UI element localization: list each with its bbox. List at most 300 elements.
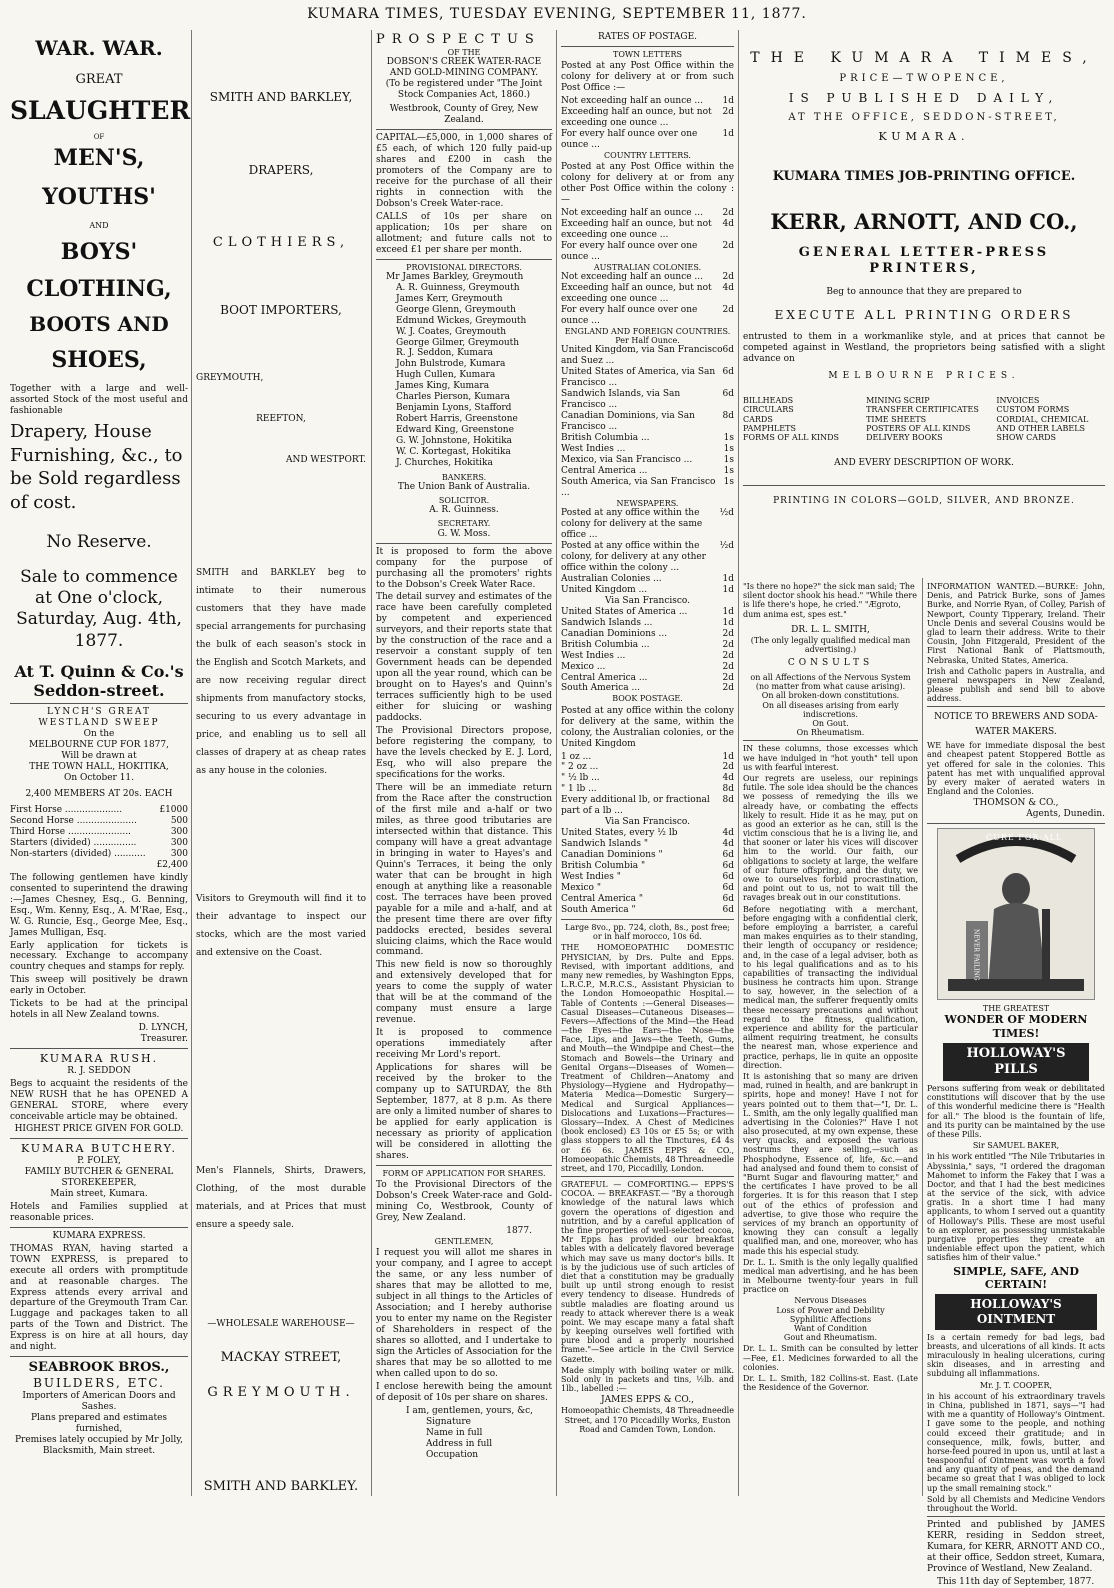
rate-row (561, 673, 734, 684)
rate-label: West Indies ... (561, 443, 626, 454)
rate-row (561, 466, 734, 477)
consults-nervous: on all Affections of the Nervous System (no matter from what cause arising). (750, 673, 911, 692)
rate-row (561, 850, 734, 861)
rate-value: 2d (722, 683, 734, 694)
rate-label: West Indies ... (561, 650, 626, 661)
epps-address: Homoeopathic Chemists, 48 Threadneedle Street, and 170 Piccadilly Works, Euston Road and Camden Town, London. (561, 1406, 734, 1434)
treasurer-label: Treasurer. (140, 1034, 188, 1045)
rate-value: 1s (723, 454, 734, 465)
office-line: AT THE OFFICE, SEDDON-STREET, (788, 111, 1060, 123)
rate-value: 1d (722, 584, 734, 595)
rate-value: 6d (722, 894, 734, 905)
cooper-text: in his account of his extraordinary travels in China, published in 1871, says—"I had with me a quantity of Holloway's Ointment. I gave some to the people, and nothing could exceed their gratitude; and in consequence, milk, fowls, butter, and horse-feed poured in upon us, until at last a teaspoonful of Ointment was worth a fowl and any quantity of peas, and the demand became so great that I was obliged to lock up the small remaining stock." (927, 1391, 1105, 1493)
rate-label: United Kingdom, via San Francisco and Suez ... (561, 345, 723, 367)
smith-paragraph: It is astonishing that so many are driven mad, ruined in health, and are bankrupt in spirits, hope and money! Have I not for years pointed out to them that—"I, Dr. L. L. Smith, am the only legally qualified man advertising in the Colonies?" Have I not also prosecuted, at my own expense, these very quacks, and exposed the various nostrums they are selling,—such as Phosphodyne, Essence of, life, &c.—and had analysed and found them to consist of "Burnt Sugar and flavouring matter," and the certificates I have proved to be all forgeries. It is for this reason that I step out of the ethics of profession and advertise, to give those who require the services of my branch an opportunity of knowing they can consult a legally qualified man, and one, moreover, who has made this his especial study. (743, 1071, 918, 1256)
rate-row (561, 208, 734, 219)
rate-label: South America, via San Francisco ... (561, 476, 716, 498)
rate-label: Not exceeding half an ounce ... (561, 96, 704, 107)
book-postage-heading: BOOK POSTAGE. (612, 694, 683, 704)
printing-item: INVOICES (996, 396, 1040, 406)
wonder-heading: WONDER OF MODERN TIMES! (944, 1013, 1088, 1040)
town-letters-heading: TOWN LETTERS (613, 49, 682, 59)
simple-safe-heading: SIMPLE, SAFE, AND CERTAIN! (953, 1264, 1079, 1291)
times-title: THE KUMARA TIMES, (750, 50, 1098, 66)
bank-name: The Union Bank of Australia. (397, 482, 531, 493)
rate-value: 6d (722, 872, 734, 883)
director: George Gilmer, Greymouth (396, 337, 520, 348)
lynch-cup: MELBOURNE CUP FOR 1877, (28, 740, 169, 751)
family-butcher: FAMILY BUTCHER & GENERAL STOREKEEPER, (24, 1166, 174, 1188)
smith-paragraph: IN these columns, those excesses which we have indulged in "hot youth" tell upon us with fearful interest. (743, 744, 918, 772)
smith-address: Dr. L. L. Smith, 182 Collins-st. East. (Late the Residence of the Governor. (743, 1373, 918, 1393)
rate-value: 4d (722, 839, 734, 850)
rate-row (561, 389, 734, 411)
rate-value: 2d (722, 304, 734, 315)
flannels-text: Men's Flannels, Shirts, Drawers, Clothing, of the most durable materials, and at Prices that must ensure a speedy sale. (196, 1165, 366, 1230)
prize-label: Third Horse ...................... (10, 826, 131, 837)
westbrook-text: Westbrook, County of Grey, New Zealand. (389, 103, 539, 125)
rate-row (561, 345, 734, 367)
rate-label: South America ... (561, 683, 641, 694)
rate-value: 4d (722, 282, 734, 293)
rate-value: 2d (722, 661, 734, 672)
boots-heading: BOOTS AND (29, 312, 169, 337)
director: Edward King, Greenstone (396, 425, 514, 436)
rate-label: " 2 oz ... (561, 762, 599, 773)
westport-label: AND WESTPORT. (285, 454, 366, 465)
rate-row (561, 444, 734, 455)
kumara-line: KUMARA. (878, 130, 970, 144)
rate-row (561, 455, 734, 466)
printing-item-row (743, 433, 1105, 442)
drapers-label: DRAPERS, (248, 162, 314, 177)
rate-row (561, 683, 734, 694)
rate-label: United Kingdom ... (561, 584, 648, 595)
boys-heading: BOYS' (60, 238, 138, 265)
seddon-name: R. J. SEDDON (67, 1065, 131, 1076)
express-text: THOMAS RYAN, having started a TOWN EXPRESS, is prepared to execute all orders with promptitude and at reasonable charges. The Express attends every arrival and departure of the Greymouth Tram Car. Luggage and packages taken to all parts of the Town and District. The Express is on hire at all hours, day and night. (10, 1243, 188, 1353)
director: G. W. Johnstone, Hokitika (396, 436, 513, 447)
prize-row (10, 838, 188, 849)
printing-item: CUSTOM FORMS (996, 405, 1070, 415)
rate-row (561, 662, 734, 673)
rate-label: British Columbia ... (561, 432, 650, 443)
beg-line: Beg to announce that they are prepared to (826, 286, 1022, 297)
early-text: Early application for tickets is necessary. Exchange to accompany country cheques and stamps for reply. (10, 940, 188, 973)
mackay-street: MACKAY STREET, (220, 1349, 342, 1365)
column-2 (196, 32, 366, 1502)
rush-title: KUMARA RUSH. (39, 1052, 159, 1066)
secretary-heading: SECRETARY. (437, 519, 491, 529)
rate-label: For every half ounce over one ounce ... (561, 304, 698, 326)
quinn-address: At T. Quinn & Co.'s Seddon-street. (14, 661, 184, 700)
prize-amount: 300 (170, 848, 188, 859)
main-street: Main street, Kumara. (50, 1188, 148, 1199)
column-rule (922, 578, 923, 1496)
rate-label: British Columbia " (561, 861, 646, 872)
plans-text: Plans prepared and estimates furnished, (30, 1412, 168, 1434)
prospectus-title: PROSPECTUS (376, 32, 541, 47)
lynch-date: On October 11. (63, 772, 135, 783)
printing-item: BILLHEADS (743, 396, 794, 406)
cocoa-ad: GRATEFUL — COMFORTING.— EPPS'S COCOA. — BREAKFAST.— "By a thorough knowledge of the natural laws which govern the operations of digestion and nutrition, and by a careful application of the fine properties of well-selected cocoa, Mr Epps has provided our breakfast tables with a delicately flavored beverage which may save us many doctor's bills. It is by the judicious use of such articles of diet that a constitution may be gradually built up until strong enough to resist every tendency to disease. Hundreds of subtle maladies are floating around us ready to attack wherever there is a weak point. We may escape many a fatal shaft by keeping ourselves well fortified with pure blood and a properly nourished frame."—See article in the Civil Service Gazette. (561, 1180, 734, 1364)
holloways-pills-banner: HOLLOWAY'S PILLS (943, 1043, 1089, 1081)
rate-value: 6d (722, 883, 734, 894)
rate-value: 2d (722, 240, 734, 251)
rate-row (561, 752, 734, 763)
rate-label: United States of America ... (561, 606, 688, 617)
director: Charles Pierson, Kumara (396, 392, 511, 403)
colors-line: PRINTING IN COLORS—GOLD, SILVER, AND BRONZE. (773, 496, 1075, 507)
baker-text: in his work entitled "The Nile Tributaries in Abyssinia," says, "I ordered the dragoman Mahomet to inform the Fakey that I was a Doctor, and that I had the best medicines at the service of the sick, with advice gratis. In a short time I had many applicants, to whom I served out a quantity of Holloway's Pills. These are most useful to an explorer, as possessing unmistakable purgative properties they create an undeniable effect upon the patient, which satisfies him of their value." (927, 1152, 1105, 1263)
printing-item: CIRCULARS (743, 405, 794, 415)
printing-item: DELIVERY BOOKS (866, 432, 943, 442)
printing-item: FORMS OF ALL KINDS (743, 432, 839, 442)
australian-heading: AUSTRALIAN COLONIES. (593, 262, 702, 272)
rate-label: " 1 lb ... (561, 784, 597, 795)
cure-for-all-banner: CURE·FOR·ALL (986, 833, 1063, 843)
printing-item-row (743, 396, 1105, 405)
rate-value: 1d (722, 128, 734, 139)
consults-rheumatism: On Rheumatism. (796, 728, 865, 738)
signature-line: Occupation (426, 1449, 479, 1460)
printing-item: TIME SHEETS (866, 414, 927, 424)
via-sf-heading: Via San Francisco. (604, 817, 691, 828)
cocoa-packets: Made simply with boiling water or milk. Sold only in packets and tins, ½lb. and 1lb., labelled :— (561, 1365, 734, 1394)
rate-label: West Indies " (561, 872, 621, 883)
prospectus-paragraph: There will be an immediate return from the Race after the construction of the first mile and a-half or two miles, as three good tributaries are intersected within that distance. This company will have a great advantage in bringing in water to Hayes's and Quinn's Terraces, it being the only water that can be brought in high enough at anything like a reasonable cost. The terraces have been proved payable for a mile and a-half, and at the present time there are over fifty paddocks erected, besides several sluicing claims, which the Race would command. (376, 782, 552, 958)
prize-list (10, 805, 188, 871)
column-4 (561, 32, 734, 1502)
prospectus-paragraph: The Provisional Directors propose, before registering the company, to have the levels checked by E. J. Lord, Esq, who will also prepare the specifications for the works. (376, 726, 552, 780)
signature-line: I am, gentlemen, yours, &c, (406, 1405, 533, 1416)
rate-label: United States, every ½ lb (561, 828, 678, 839)
director: James King, Kumara (396, 381, 490, 392)
butchery-title: KUMARA BUTCHERY. (20, 1142, 178, 1156)
job-printing-title: KUMARA TIMES JOB-PRINTING OFFICE. (772, 169, 1076, 185)
rate-value: 2d (722, 107, 734, 118)
calls-text: CALLS of 10s per share on application; 10s per share on allotment; and future calls not to exceed £1 per share per month. (376, 211, 552, 255)
general-printers: GENERAL LETTER-PRESS PRINTERS, (798, 244, 1050, 276)
prospectus-paragraph: This new field is now so thoroughly and extensively developed that for years to come the supply of water that will be at the command of the company must ensure a large revenue. (376, 960, 552, 1026)
ointment-text: Is a certain remedy for bad legs, bad breasts, and ulcerations of all kinds. It acts miraculously in healing ulcerations, curing skin diseases, and in arresting and subduing all inflammations. (927, 1332, 1105, 1379)
greymouth-label: GREYMOUTH, (196, 372, 264, 383)
hygieia-illustration (938, 829, 1094, 997)
director: John Bulstrode, Kumara (396, 359, 506, 370)
importers-text: Importers of American Doors and Sashes. (22, 1390, 176, 1412)
printing-item: PAMPHLETS (743, 423, 796, 433)
rate-row (561, 629, 734, 640)
company-name: DOBSON'S CREEK WATER-RACE AND GOLD-MINING COMPANY. (386, 57, 542, 79)
solicitor-name: A. R. Guinness. (429, 505, 499, 516)
prize-label: First Horse .................... (10, 804, 123, 815)
bottle-text: WE have for immediate disposal the best and cheapest patent Stoppered Bottle as yet offered for sale in the colonies. This patent has met with unqualified approval by every maker of aerated waters in England and the Colonies. (927, 741, 1105, 797)
printing-items (743, 396, 1105, 442)
rate-row (561, 574, 734, 585)
agents-label: Agents, Dunedin. (1026, 809, 1105, 820)
slaughter-heading: SLAUGHTER (10, 96, 191, 126)
directors-heading: PROVISIONAL DIRECTORS. (406, 262, 522, 272)
of-the-label: OF THE (447, 47, 481, 57)
thomson-name: THOMSON & CO., (973, 798, 1059, 809)
boot-importers: BOOT IMPORTERS, (220, 303, 342, 318)
column-rule (556, 30, 557, 1496)
rate-row (561, 640, 734, 651)
hotels-text: Hotels and Families supplied at reasonable prices. (10, 1201, 188, 1223)
rate-value: 1s (723, 443, 734, 454)
prospectus-paragraph: Applications for shares will be received by the broker to the company up to SATURDAY, the 8th September, 1877, at 8 p.m. As there are only a limited number of shares to be applied for early application is necessary as priority of application will be considered in allotting the shares. (376, 1063, 552, 1161)
prize-row (10, 849, 188, 860)
rate-label: United States of America, via San Francisco ... (561, 367, 716, 389)
rate-row (561, 541, 734, 574)
newspapers-heading: NEWSPAPERS. (616, 498, 679, 508)
information-wanted: INFORMATION WANTED.—BURKE: John, Denis, and Patrick Burke, sons of James Burke, and Norrie Ryan, of Colley, Parish of Newport, County Tipperary, Ireland. Their Uncle Denis and several Cousins would be glad to learn their address. Write to their Cousin, John Fitzgerald, President of the First National Bank of Plattsmouth, Nebraska, United States, America. (927, 582, 1105, 665)
prize-total: £2,400 (156, 859, 188, 870)
sold-by: Sold by all Chemists and Medicine Vendors throughout the World. (927, 1494, 1105, 1513)
dr-smith-qualification: (The only legally qualified medical man advertising.) (750, 635, 911, 654)
rate-value: 4d (722, 773, 734, 784)
prospectus-paragraph: It is proposed to form the above company for the purpose of purchasing all the promoters' rights to the Dobson's Creek Water Race. (376, 546, 552, 590)
reefton-label: REEFTON, (256, 413, 306, 424)
printing-item: SHOW CARDS (996, 432, 1056, 442)
rate-value: 8d (722, 784, 734, 795)
tickets-text: Tickets to be had at the principal hotels in all New Zealand towns. (10, 999, 188, 1021)
form-address: To the Provisional Directors of the Dobson's Creek Water-race and Gold-mining Co, Westbrook, County of Grey, New Zealand. (376, 1180, 552, 1223)
rate-row (561, 905, 734, 916)
director: Robert Harris, Greenstone (396, 414, 518, 425)
melbourne-prices: MELBOURNE PRICES. (828, 371, 1020, 382)
rate-label: Sandwich Islands " (561, 839, 648, 850)
prize-row (10, 827, 188, 838)
rate-row (561, 773, 734, 784)
prize-amount: 500 (170, 815, 188, 826)
rate-row (561, 618, 734, 629)
rate-row (561, 283, 734, 305)
shoes-heading: SHOES, (51, 346, 147, 373)
execute-line: EXECUTE ALL PRINTING ORDERS (774, 307, 1074, 322)
bankers-heading: BANKERS. (441, 473, 487, 483)
gentlemen-text: The following gentlemen have kindly consented to superintend the drawing :—James Chesney, Esq., G. Benning, Esq., Wm. Kenny, Esq., A. M'Rae, Esq., W. G. Runcie, Esq., George Mee, Esq., James Mulligan, Esq. (10, 872, 188, 938)
lynch-drawn: Will be drawn at (61, 751, 137, 762)
smith-specialty: Loss of Power and Debility (776, 1305, 885, 1315)
rate-label: Exceeding half an ounce, but not exceeding one ounce ... (561, 282, 712, 304)
prize-row (10, 805, 188, 816)
country-letters-heading: COUNTRY LETTERS. (604, 150, 691, 160)
rate-value: 6d (722, 850, 734, 861)
rate-label: Sandwich Islands, via San Francisco ... (561, 389, 681, 411)
premises-text: Premises lately occupied by Mr Jolly, Blacksmith, Main street. (14, 1434, 184, 1456)
printing-item: CARDS (743, 414, 773, 424)
rate-label: Central America ... (561, 465, 648, 476)
never-failing-label: NEVER FAILING (972, 929, 980, 981)
director: R. J. Seddon, Kumara (396, 348, 493, 359)
no-reserve: No Reserve. (46, 532, 152, 553)
town-letters-text: Posted at any Post Office within the colony for delivery at or from such Post Office :— (561, 61, 734, 94)
director: Benjamin Lyons, Stafford (396, 403, 512, 414)
consults-gout: On Gout. (812, 719, 849, 728)
rate-label: For every half ounce over one ounce ... (561, 128, 698, 150)
director: W. C. Kortegast, Hokitika (396, 447, 511, 458)
prize-amount: 300 (170, 837, 188, 848)
rate-label: Mexico " (561, 883, 601, 894)
smith-specialty: Syphilitic Affections (789, 1314, 872, 1324)
smith-paragraph: Before negotiating with a merchant, before engaging with a confidential clerk, before employing a barrister, a careful man makes enquiries as to their standing, their length of occupancy or residence; and, in the case of a legal adviser, both as to his legal qualifications and as to his capabilities of transacting the individual business he contracts him upon. Strange to say, however, in the selection of a medical man, the sufferer frequently omits these necessary precautions and without regard to the fitness, qualification, experience and ability for the particular ailment requiring treatment, he consults the nearest man, whose experience and practice, perhaps, lie in quite an opposite direction. (743, 904, 918, 1070)
prize-label: Non-starters (divided) ........... (10, 848, 146, 859)
column-1 (10, 32, 191, 1502)
solicitor-heading: SOLICITOR. (438, 496, 490, 506)
smith-specialty: Nervous Diseases (794, 1296, 867, 1306)
rate-label: Canadian Dominions, via San Francisco ... (561, 411, 695, 432)
rate-row (561, 107, 734, 129)
rate-value: ½d (719, 507, 734, 518)
rate-label: Canadian Dominions ... (561, 628, 668, 639)
england-heading: ENGLAND AND FOREIGN COUNTRIES. Per Half Ounce. (564, 326, 731, 346)
printing-item-row (743, 405, 1105, 414)
lynch-sweep-title: LYNCH'S GREAT WESTLAND SWEEP (38, 707, 160, 729)
rate-label: Canadian Dominions " (561, 850, 663, 861)
rate-value: 1s (723, 476, 734, 487)
rate-row (561, 129, 734, 151)
column-5a (743, 580, 918, 1502)
seabrook-title: SEABROOK BROS., (28, 1360, 170, 1376)
homoeopathic-ad: THE HOMOEOPATHIC DOMESTIC PHYSICIAN, by Drs. Pulte and Epps. Revised, with important additions, and many new remedies, by Washington Epps, L.R.C.P., M.R.C.S., Assistant Physician to the London Homoeopathic Hospital.—Table of Contents :—General Diseases—Casual Diseases—Cutaneous Diseases—Fevers—Affections of the Mind—the Head—the Eyes—the Ears—the Nose—the Face, Lips, and Jaws—the Teeth, Gums, and Mouth—the Windpipe and Chest—the Stomach and Bowels—the Urinary and Genital Organs—Diseases of Women—Treatment of Children—Anatomy and Physiology—Hygiene and Hydropathy—Materia Medica—Domestic Surgery—Medical and Surgical Appliances—Dislocations and Luxations—Fractures—Glossary—Index. A Chest of Medicines (book enclosed) £3 10s or £5 5s; or with glass stoppers to all the Tinctures, £4 4s or £6 6s. JAMES EPPS & CO., Homoeopathic Chemists, 48 Threadneedle street, and 170, Piccadilly, London. (561, 943, 734, 1173)
express-title: KUMARA EXPRESS. (52, 1230, 146, 1241)
imprint-date: This 11th day of September, 1877. (937, 1577, 1095, 1588)
rate-label: Not exceeding half an ounce ... (561, 207, 704, 218)
director: A. R. Guinness, Greymouth (396, 282, 520, 293)
rate-value: 6d (722, 389, 734, 400)
column-rule (738, 30, 739, 1496)
signature-lines (376, 1406, 552, 1461)
prize-amount: £1000 (159, 804, 188, 815)
prize-row (10, 816, 188, 827)
sale-text: Sale to commence at One o'clock, Saturday, Aug. 4th, 1877. (16, 566, 182, 651)
foley-name: P. FOLEY, (77, 1155, 121, 1166)
irish-papers: Irish and Catholic papers in Australia, and general newspapers in New Zealand, please publish and send bill to above address. (927, 666, 1105, 704)
poem-text: "Is there no hope?" the sick man said; The silent doctor shook his head." "While there is life there's hope, he cried." "Ægroto, dum anima est, spes est." (743, 582, 917, 619)
dr-smith-name: DR. L. L. SMITH, (791, 624, 870, 635)
column-rule (371, 30, 372, 1496)
signature-line: Name in full (426, 1427, 483, 1438)
rate-value: 1d (722, 573, 734, 584)
war-heading: WAR. WAR. (35, 36, 163, 60)
rate-value: 8d (722, 411, 734, 422)
consults-label: CONSULTS (787, 658, 874, 669)
rate-label: Every additional lb, or fractional part of a lb ... (561, 795, 710, 817)
rate-row (561, 433, 734, 444)
column-3 (376, 32, 552, 1502)
prize-amount: 300 (170, 826, 188, 837)
rate-row (561, 272, 734, 283)
rate-value: 1s (723, 465, 734, 476)
intimate-text: SMITH and BARKLEY beg to intimate to their numerous customers that they have made special arrangements for purchasing the bulk of each season's stock in the English and Scotch Markets, and are now receiving regular direct shipments from manufactory stocks, securing to us every advantage in price, and enabling us to sell all classes of drapery at as cheap rates as any house in the colonies. (196, 567, 366, 776)
lynch-hall: THE TOWN HALL, HOKITIKA, (29, 761, 169, 772)
consults-diseases: On all diseases arising from early indiscretions. (762, 700, 899, 719)
smith-letter: Dr. L. L. Smith can be consulted by letter—Fee, £1. Medicines forwarded to all the colonies. (743, 1344, 918, 1372)
rate-value: 6d (722, 367, 734, 378)
via-sf-heading: Via San Francisco. (604, 595, 691, 606)
column-5b (927, 580, 1105, 1588)
pills-text: Persons suffering from weak or debilitated constitutions will discover that by the use of this wonderful medicine there is "Health for all." The blood is the fountain of life, and its purity can be maintained by the use of these Pills. (927, 1084, 1105, 1139)
rate-label: Sandwich Islands ... (561, 617, 653, 628)
seddon-text: Begs to acquaint the residents of the NEW RUSH that he has OPENED A GENERAL STORE, where every conceivable article may be obtained. (10, 1078, 188, 1122)
rate-row (561, 411, 734, 433)
form-salutation: GENTLEMEN, (434, 1236, 494, 1246)
published-line: IS PUBLISHED DAILY, (788, 91, 1060, 106)
entrusted-text: entrusted to them in a workmanlike style, and at prices that cannot be competed against in Westland, the proprietors being satisfied with a slight advance on (743, 332, 1105, 365)
rate-value: 2d (722, 650, 734, 661)
rate-label: British Columbia ... (561, 639, 650, 650)
kerr-arnott-title: KERR, ARNOTT, AND CO., (770, 209, 1078, 235)
directors-list (376, 272, 552, 469)
imprint-text: Printed and published by JAMES KERR, residing in Seddon street, Kumara, for KERR, ARNOTT AND CO., at their office, Seddon street, Kumara, Province of Westland, New Zealand. (927, 1520, 1105, 1575)
smith-paragraph: Our regrets are useless, our repinings futile. The sole idea should be the chances we possess of remedying the ills we already have, or combating the effects likely to result. Hide it as he may, put on as good an exterior as he can, still is the victim conscious that he is a living lie, and that sooner or later his vices will discover him to the world. Our faith, our obligations to society at large, the welfare of our future offspring, and the duty, we owe to ourselves forbid procrastination, and point out to us, not to wait till the ravages break out in our constitutions. (743, 773, 918, 903)
rate-row (561, 96, 734, 107)
form-body: I request you will allot me shares in your company, and I agree to accept the same, or any less number of shares that may be allotted to me, subject in all things to the Articles of Association; and I hereby authorise you to enter my name on the Register of Shareholders in respect of the shares so allotted, and I undertake to sign the Articles of Association for the shares that may be so allotted to me when called upon to do so. (376, 1248, 552, 1379)
printing-item-row (743, 415, 1105, 424)
rate-value: 2d (722, 272, 734, 282)
rate-value: 8d (722, 795, 734, 806)
rate-value: 1d (722, 606, 734, 617)
country-letters-text: Posted at any Post Office within the colony for delivery at or from any other Post Office within the colony :— (561, 162, 734, 205)
members-line: 2,400 MEMBERS AT 20s. EACH (25, 788, 173, 799)
rate-label: Central America ... (561, 672, 648, 683)
clothing-heading: CLOTHING, (26, 275, 172, 302)
rate-value: 1d (722, 617, 734, 628)
rate-value: 1d (722, 96, 734, 107)
youths-heading: YOUTHS' (42, 184, 156, 211)
rate-row (561, 651, 734, 662)
baker-name: Sir SAMUEL BAKER, (972, 1141, 1060, 1151)
prospectus-paragraph: The detail survey and estimates of the race have been carefully completed by competent and experienced surveyors, and their reports state that by the construction of the race and a reservoir a constant supply of ten Government heads can be depended upon all the year round, which can be brought on to Hayes's and Quinn's terraces sufficiently high to be used either for sluicing or washing paddocks. (376, 592, 552, 724)
rate-value: 6d (722, 905, 734, 916)
rate-value: 6d (722, 861, 734, 872)
rate-row (561, 607, 734, 618)
firm-signature: SMITH AND BARKLEY. (203, 1479, 359, 1495)
rate-value: 2d (722, 762, 734, 773)
masthead: KUMARA TIMES, TUESDAY EVENING, SEPTEMBER 11, 1877. (307, 6, 807, 22)
rate-row (561, 762, 734, 773)
prize-label: Second Horse ..................... (10, 815, 137, 826)
rate-value: ½d (719, 540, 734, 551)
wholesale-label: —WHOLESALE WAREHOUSE— (207, 1318, 355, 1329)
sweep-drawn-text: This sweep will positively be drawn early in October. (10, 975, 188, 997)
printing-item: AND OTHER LABELS (996, 423, 1086, 433)
rate-value: 1s (723, 432, 734, 443)
lynch-signature: D. LYNCH, (138, 1023, 188, 1034)
every-description: AND EVERY DESCRIPTION OF WORK. (834, 458, 1014, 469)
rate-label: " ½ lb ... (561, 773, 600, 784)
rate-value: 6d (722, 345, 734, 356)
director: Edmund Wickes, Greymouth (396, 315, 527, 326)
capital-text: CAPITAL—£5,000, in 1,000 shares of £5 each, of which 120 fully paid-up shares and £200 in cash the promoters of the Company are to receive for the purchase of all their rights in connection with the Dobson's Creek Water-race. (376, 132, 552, 209)
rate-label: For every half ounce over one ounce ... (561, 240, 698, 262)
rate-label: Posted at any office within the colony, for delivery at any other office within the colony ... (561, 540, 706, 573)
rate-row (561, 872, 734, 883)
director: James Kerr, Greymouth (396, 293, 503, 304)
rate-value: 4d (722, 828, 734, 839)
director: Hugh Cullen, Kumara (396, 370, 496, 381)
rate-row (561, 883, 734, 894)
firm-name: SMITH AND BARKLEY, (209, 90, 353, 104)
book-postage-text: Posted at any office within the colony for delivery at the same, within the colony, the Australian colonies, or the United Kingdom (561, 705, 734, 749)
stock-text: Together with a large and well-assorted Stock of the most useful and fashionable (10, 383, 188, 416)
director: J. Churches, Hokitika (396, 458, 493, 469)
rate-row (561, 828, 734, 839)
consults-broken: On all broken-down constitutions. (761, 691, 900, 701)
rate-row (561, 367, 734, 389)
rate-label: Posted at any office within the colony for delivery at the same office ... (561, 507, 703, 540)
